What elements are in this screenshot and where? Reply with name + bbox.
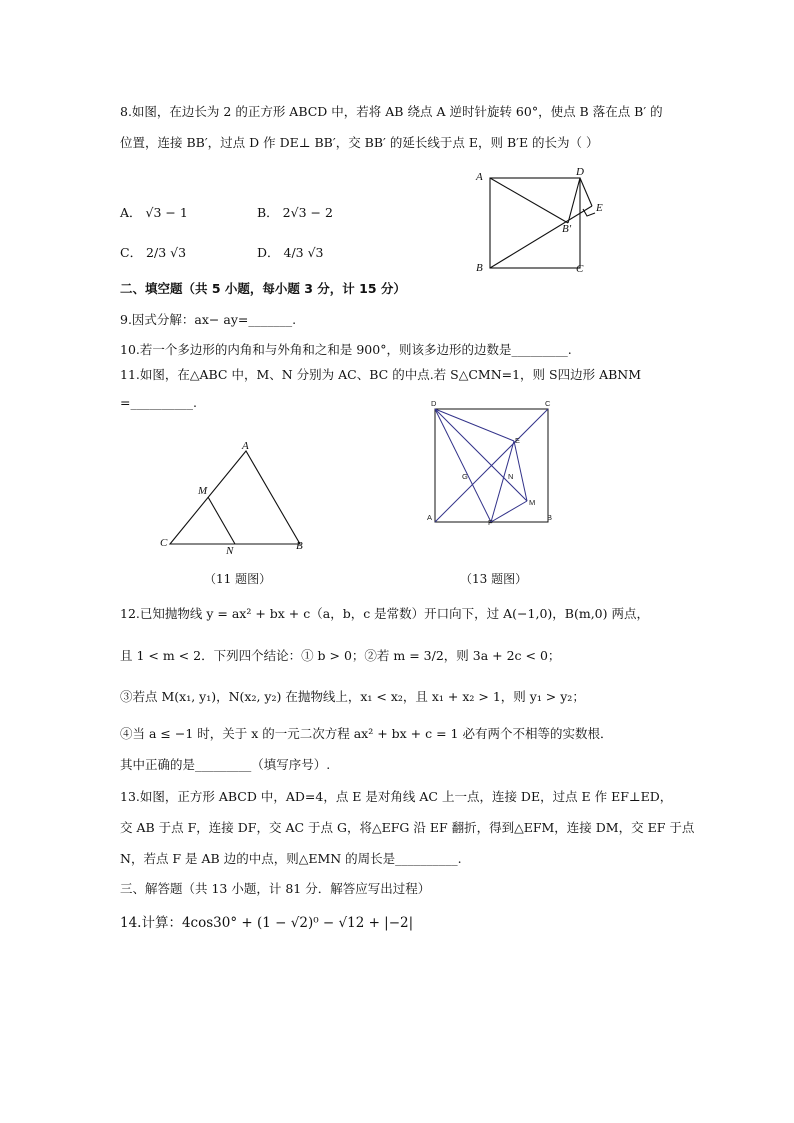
q12-line4: ④当 a ≤ −1 时，关于 x 的一元二次方程 ax² + bx + c = 1 必有两个不相等的实数根． xyxy=(120,726,613,741)
q11-caption: （11 题图） xyxy=(204,572,272,586)
q8-line2: 位置，连接 BB′，过点 D 作 DE⊥ BB′，交 BB′ 的延长线于点 E，则 B′E 的长为（ ） xyxy=(120,135,599,150)
q13-caption: （13 题图） xyxy=(460,572,528,586)
q13-segment-em xyxy=(514,441,527,501)
q13-segment-df xyxy=(435,409,491,522)
q11-label-m: M xyxy=(198,485,208,497)
q8-segment-de xyxy=(580,178,592,206)
q13-label-a: A xyxy=(427,513,433,522)
q13-line1: 13.如图，正方形 ABCD 中，AD=4，点 E 是对角线 AC 上一点，连接 DE，过点 E 作 EF⊥ED， xyxy=(120,789,673,804)
q13-label-m: M xyxy=(529,498,536,507)
q13-label-c: C xyxy=(545,399,551,408)
q8-label-b: B xyxy=(476,262,483,274)
q13-figure xyxy=(425,398,565,528)
q11-label-b: B xyxy=(296,540,303,552)
q12-line5: 其中正确的是_________（填写序号）. xyxy=(120,757,331,772)
section-3-heading: 三、解答题（共 13 小题，计 81 分．解答应写出过程） xyxy=(120,881,431,896)
q9-text: 9.因式分解：ax− ay=_______. xyxy=(120,312,297,327)
q14-text: 14.计算：4cos30° + (1 − √2)⁰ − √12 + |−2| xyxy=(120,915,414,931)
q13-line2: 交 AB 于点 F，连接 DF，交 AC 于点 G，将△EFG 沿 EF 翻折，得到△EFM，连接 DM，交 EF 于点 xyxy=(120,820,695,835)
q8-label-c: C xyxy=(576,263,584,275)
q8-label-e: E xyxy=(596,202,603,214)
q13-label-n: N xyxy=(508,472,514,481)
q8-segment-ab-prime xyxy=(490,178,568,223)
q13-line3: N，若点 F 是 AB 边的中点，则△EMN 的周长是__________. xyxy=(120,851,462,866)
q13-segment-ef xyxy=(491,441,514,522)
q8-label-a: A xyxy=(476,171,483,183)
q8-option-b: B． 2√3 − 2 xyxy=(257,205,333,220)
q11-line1: 11.如图，在△ABC 中，M、N 分别为 AC、BC 的中点.若 S△CMN=1，则 S四边形 ABNM xyxy=(120,367,642,382)
q13-label-g: G xyxy=(462,472,468,481)
q13-label-f: F xyxy=(488,518,493,527)
q8-segment-db-prime xyxy=(568,178,580,223)
q13-segment-de xyxy=(435,409,514,441)
q10-text: 10.若一个多边形的内角和与外角和之和是 900°，则该多边形的边数是_________. xyxy=(120,342,572,357)
q12-line2: 且 1 < m < 2．下列四个结论：① b > 0；②若 m = 3/2，则 3a + 2c < 0； xyxy=(120,648,561,663)
section-2-heading: 二、填空题（共 5 小题，每小题 3 分，计 15 分） xyxy=(120,281,406,296)
q11-segment-mn xyxy=(208,497,235,544)
q13-label-b: B xyxy=(547,513,553,522)
q12-line3: ③若点 M(x₁, y₁)，N(x₂, y₂) 在抛物线上，x₁ < x₂，且 x₁ + x₂ > 1，则 y₁ > y₂； xyxy=(120,689,585,704)
q13-label-e: E xyxy=(515,436,521,445)
q11-triangle-abc xyxy=(170,451,300,544)
q12-line1: 12.已知抛物线 y = ax² + bx + c（a，b，c 是常数）开口向下，过 A(−1,0)，B(m,0) 两点， xyxy=(120,606,649,621)
q11-label-c: C xyxy=(160,537,168,549)
q11-label-a: A xyxy=(242,440,249,452)
q8-label-d: D xyxy=(576,166,584,178)
q8-option-a: A． √3 − 1 xyxy=(120,205,188,220)
q11-line2: =__________. xyxy=(120,395,197,410)
q13-segment-dm xyxy=(435,409,527,501)
q8-label-b-prime: B′ xyxy=(562,223,572,235)
q13-label-d: D xyxy=(431,399,437,408)
q8-figure xyxy=(470,168,620,278)
q8-option-c: C． 2/3 √3 xyxy=(120,245,187,260)
q11-figure xyxy=(158,440,318,560)
q11-label-n: N xyxy=(226,545,234,557)
q8-segment-bb-prime-e xyxy=(490,206,592,268)
q8-option-d: D． 4/3 √3 xyxy=(257,245,324,260)
q8-line1: 8.如图，在边长为 2 的正方形 ABCD 中，若将 AB 绕点 A 逆时针旋转 60°，使点 B 落在点 B′ 的 xyxy=(120,104,663,119)
